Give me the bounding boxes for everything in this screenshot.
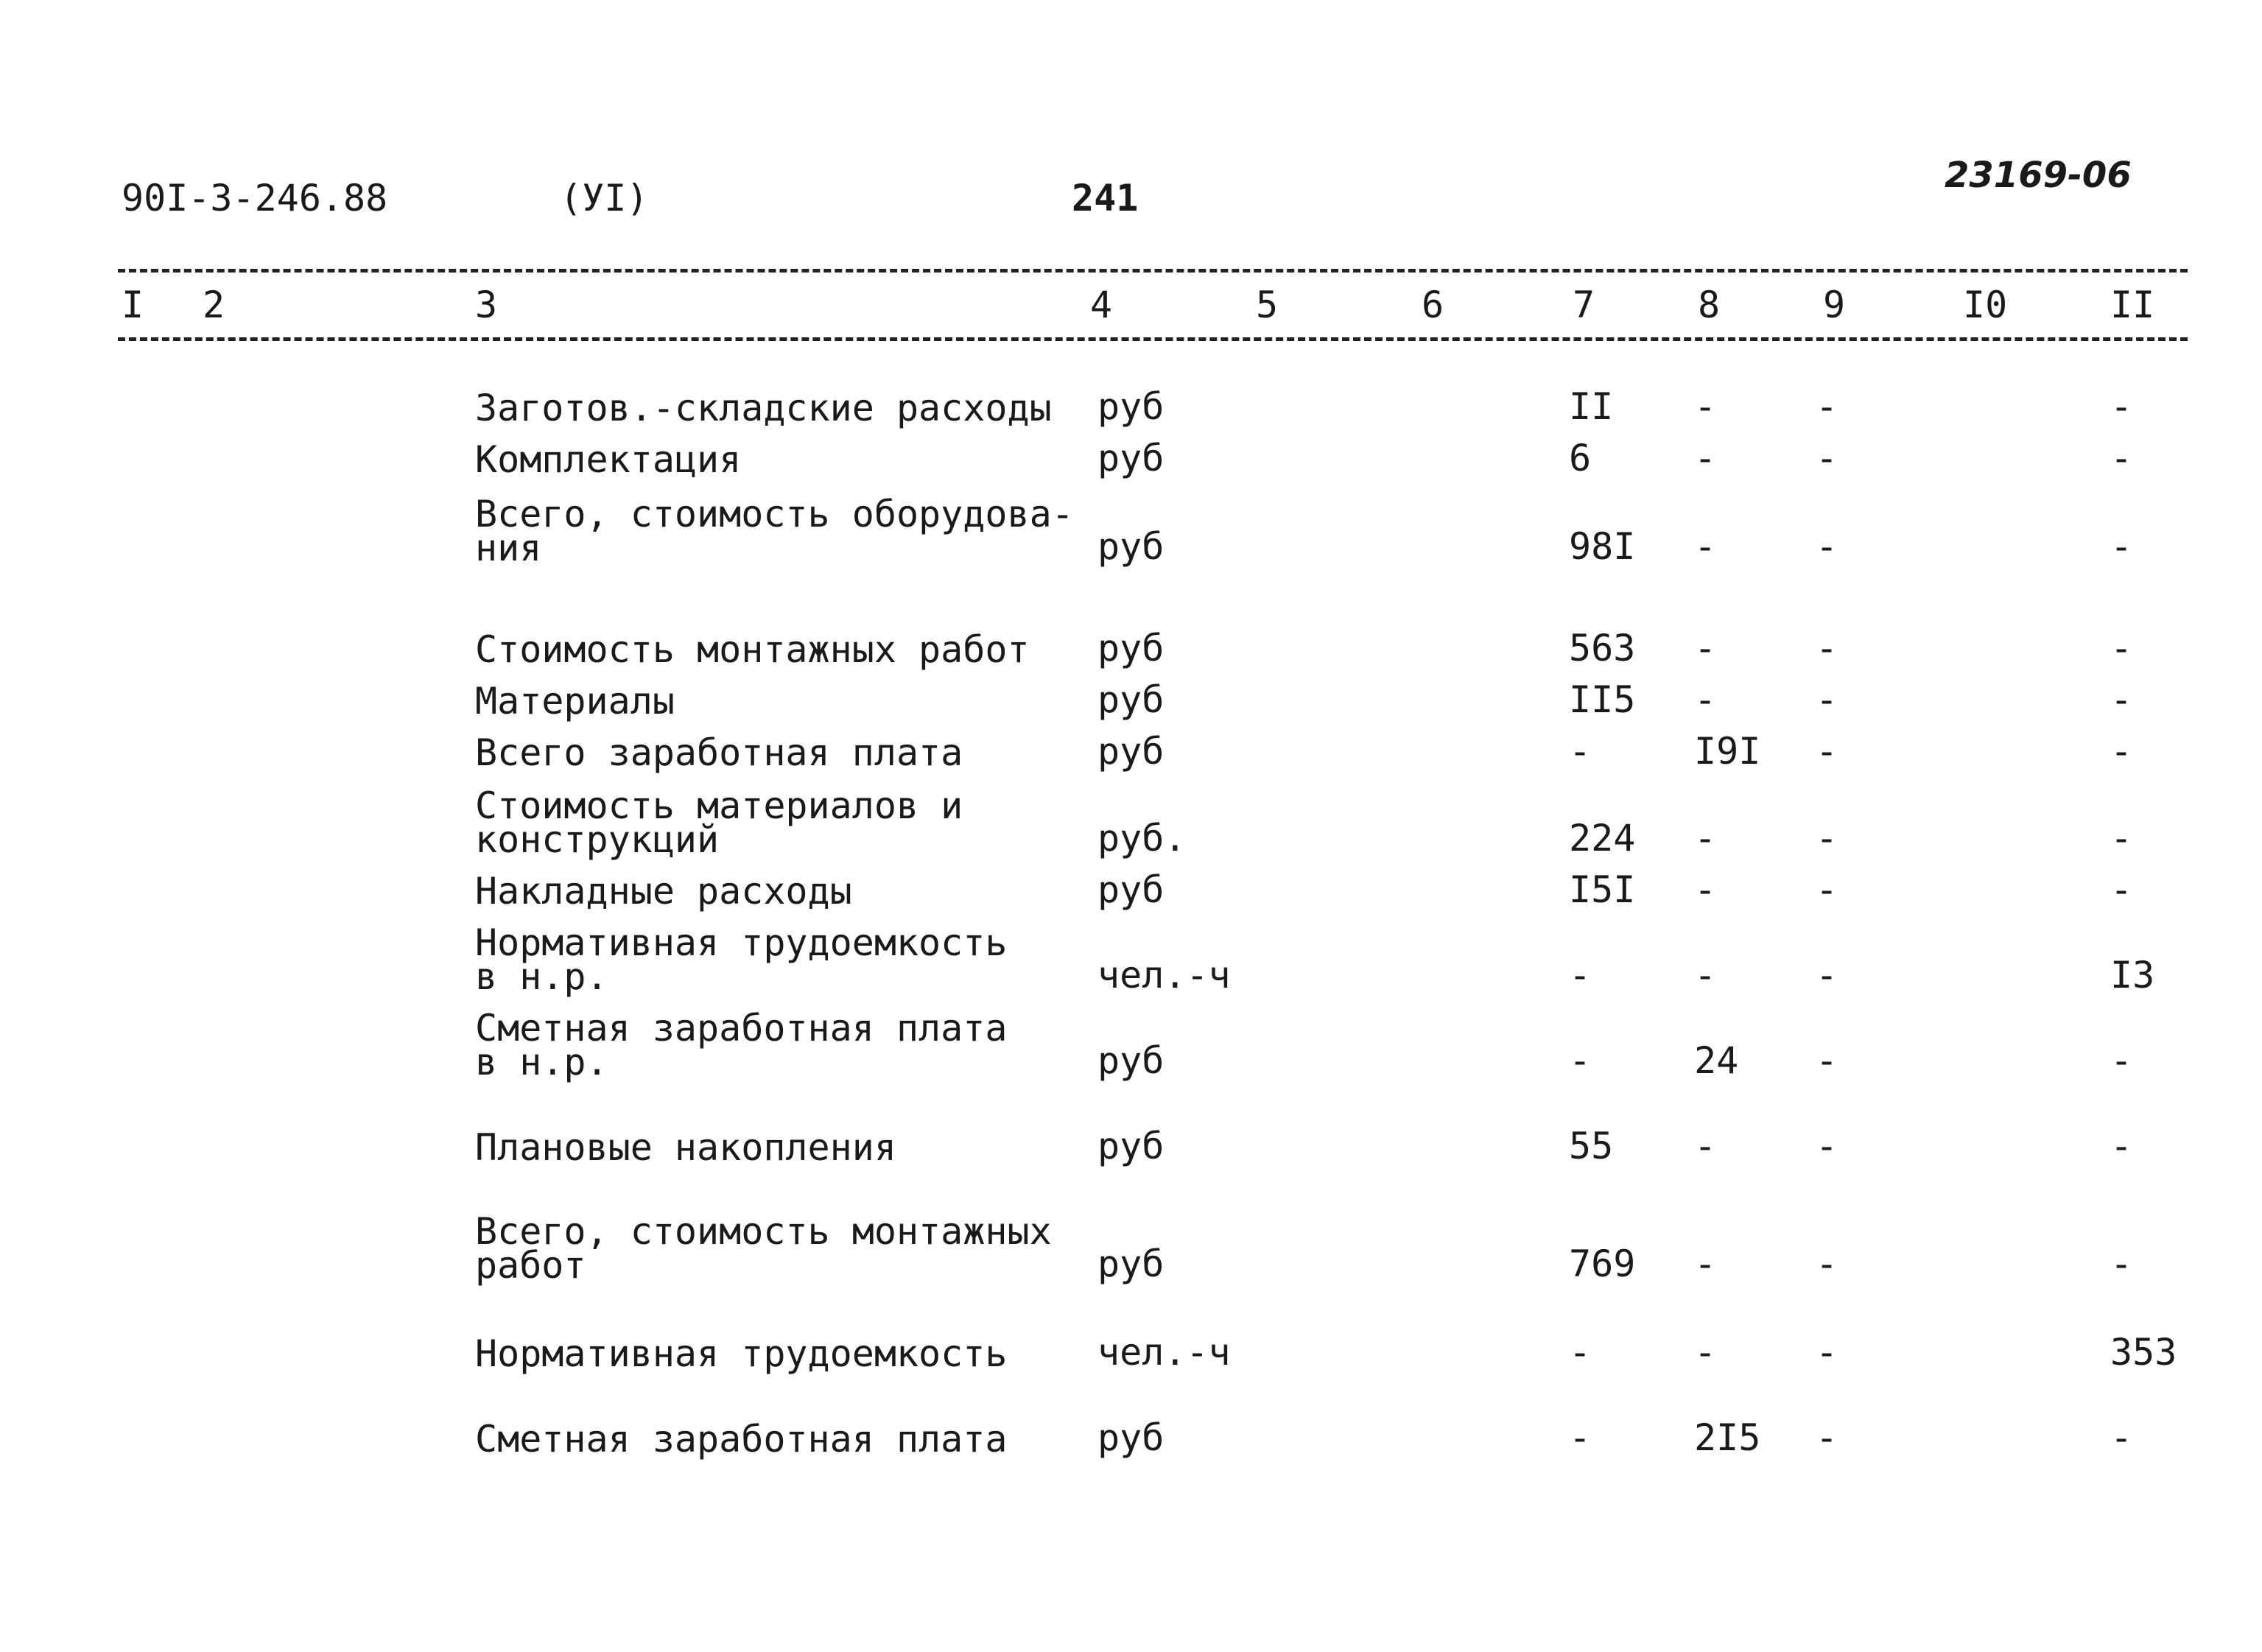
row-col-8: - <box>1694 437 1717 479</box>
row-col-8: - <box>1694 678 1717 721</box>
row-col-11: - <box>2110 730 2133 773</box>
row-description: Всего, стоимость оборудова- ния <box>475 493 1074 569</box>
row-description: Всего, стоимость монтажных работ <box>475 1210 1052 1287</box>
row-col-8: - <box>1694 1242 1717 1285</box>
row-col-9: - <box>1816 627 1838 669</box>
row-col-7: II <box>1569 385 1614 428</box>
row-col-9: - <box>1816 1331 1838 1374</box>
row-col-9: - <box>1816 437 1838 479</box>
row-col-9: - <box>1816 1416 1838 1459</box>
row-col-11: I3 <box>2110 954 2155 997</box>
col-num-11: II <box>2110 284 2155 326</box>
bottom-dashed-rule <box>118 337 2188 341</box>
row-description: Плановые накопления <box>475 1126 896 1169</box>
row-description: Накладные расходы <box>475 870 852 913</box>
row-col-9: - <box>1816 1242 1838 1285</box>
table-row <box>0 868 2262 913</box>
row-col-9: - <box>1816 868 1838 911</box>
table-row <box>0 783 2262 861</box>
row-unit: руб <box>1097 1416 1165 1459</box>
row-description: Заготов.-складские расходы <box>475 387 1052 429</box>
row-unit: чел.-ч <box>1097 1331 1231 1374</box>
row-col-11: - <box>2110 1242 2133 1285</box>
col-num-1: I <box>122 284 144 326</box>
row-col-8: - <box>1694 954 1717 997</box>
row-description: Сметная заработная плата в н.р. <box>475 1007 1008 1083</box>
col-num-3: 3 <box>475 284 498 326</box>
col-num-8: 8 <box>1698 284 1721 326</box>
row-col-8: - <box>1694 385 1717 428</box>
row-col-8: - <box>1694 868 1717 911</box>
row-unit: руб. <box>1097 817 1187 860</box>
document-code: 90I-3-246.88 <box>122 177 388 219</box>
row-col-9: - <box>1816 525 1838 568</box>
row-col-11: - <box>2110 627 2133 669</box>
row-col-11: - <box>2110 437 2133 479</box>
row-col-7: I5I <box>1569 868 1636 911</box>
row-description: Стоимость материалов и конструкций <box>475 784 963 861</box>
row-col-9: - <box>1816 1039 1838 1082</box>
row-col-11: - <box>2110 817 2133 860</box>
row-col-8: I9I <box>1694 730 1761 773</box>
row-col-11: - <box>2110 525 2133 568</box>
row-col-11: - <box>2110 1039 2133 1082</box>
table-row <box>0 1005 2262 1083</box>
row-col-7: 769 <box>1569 1242 1636 1285</box>
row-unit: руб <box>1097 1242 1165 1285</box>
row-col-8: - <box>1694 1125 1717 1167</box>
col-num-9: 9 <box>1823 284 1846 326</box>
row-col-9: - <box>1816 678 1838 721</box>
table-row <box>0 920 2262 998</box>
row-col-11: - <box>2110 385 2133 428</box>
row-col-7: - <box>1569 1039 1592 1082</box>
row-description: Сметная заработная плата <box>475 1418 1008 1461</box>
col-num-4: 4 <box>1090 284 1113 326</box>
row-col-11: - <box>2110 868 2133 911</box>
row-unit: руб <box>1097 868 1165 911</box>
row-col-7: 563 <box>1569 627 1636 669</box>
table-row <box>0 1416 2262 1461</box>
row-col-9: - <box>1816 1125 1838 1167</box>
row-col-8: - <box>1694 627 1717 669</box>
row-description: Всего заработная плата <box>475 731 963 774</box>
row-col-8: 2I5 <box>1694 1416 1761 1459</box>
row-col-9: - <box>1816 730 1838 773</box>
row-col-7: II5 <box>1569 678 1636 721</box>
row-col-9: - <box>1816 817 1838 860</box>
row-description: Стоимость монтажных работ <box>475 628 1030 671</box>
row-col-7: 55 <box>1569 1125 1614 1167</box>
section-number: (УI) <box>560 177 649 219</box>
row-unit: руб <box>1097 437 1165 479</box>
row-col-8: - <box>1694 1331 1717 1374</box>
row-col-7: - <box>1569 1416 1592 1459</box>
table-row <box>0 1125 2262 1169</box>
row-col-7: 98I <box>1569 525 1636 568</box>
row-col-11: 353 <box>2110 1331 2177 1374</box>
col-num-6: 6 <box>1422 284 1444 326</box>
row-col-9: - <box>1816 385 1838 428</box>
row-description: Нормативная трудоемкость <box>475 1332 1008 1375</box>
row-unit: руб <box>1097 385 1165 428</box>
col-num-2: 2 <box>203 284 225 326</box>
row-col-11: - <box>2110 1125 2133 1167</box>
row-unit: чел.-ч <box>1097 954 1231 997</box>
row-unit: руб <box>1097 627 1165 669</box>
row-col-11: - <box>2110 1416 2133 1459</box>
table-row <box>0 1209 2262 1287</box>
table-row <box>0 730 2262 774</box>
row-col-9: - <box>1816 954 1838 997</box>
row-unit: руб <box>1097 1125 1165 1167</box>
row-unit: руб <box>1097 525 1165 568</box>
row-description: Комплектация <box>475 438 742 481</box>
page-number: 241 <box>1072 177 1139 219</box>
row-col-8: - <box>1694 525 1717 568</box>
row-unit: руб <box>1097 730 1165 773</box>
row-unit: руб <box>1097 678 1165 721</box>
row-col-7: - <box>1569 730 1592 773</box>
row-col-7: 224 <box>1569 817 1636 860</box>
row-description: Материалы <box>475 680 675 723</box>
table-row <box>0 437 2262 481</box>
row-description: Нормативная трудоемкость в н.р. <box>475 921 1008 998</box>
row-col-8: - <box>1694 817 1717 860</box>
row-col-7: 6 <box>1569 437 1592 479</box>
row-unit: руб <box>1097 1039 1165 1082</box>
table-row <box>0 678 2262 723</box>
row-col-11: - <box>2110 678 2133 721</box>
table-row <box>0 1331 2262 1375</box>
col-num-10: I0 <box>1963 284 2008 326</box>
table-row <box>0 385 2262 429</box>
top-dashed-rule <box>118 269 2188 273</box>
row-col-8: 24 <box>1694 1039 1739 1082</box>
row-col-7: - <box>1569 1331 1592 1374</box>
col-num-7: 7 <box>1573 284 1595 326</box>
col-num-5: 5 <box>1256 284 1279 326</box>
row-col-7: - <box>1569 954 1592 997</box>
table-row <box>0 491 2262 569</box>
archive-stamp: 23169-06 <box>1945 155 2132 196</box>
table-row <box>0 627 2262 671</box>
